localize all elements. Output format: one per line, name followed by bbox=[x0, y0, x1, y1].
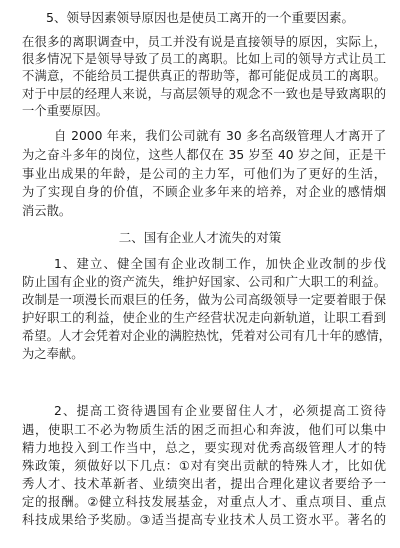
text-line: 自 2000 年来，我们公司就有 30 多名高级管理人才离开了 bbox=[54, 129, 386, 143]
text-line: 秀人才、技术革新者、业绩突出者，提出合理化建议者要给予一 bbox=[22, 477, 386, 491]
text-line: 1、建立、健全国有企业改制工作，加快企业改制的步伐 bbox=[54, 257, 386, 271]
text-line: 遇，使职工不必为物质生活的困乏而担心和奔波，他们可以集中 bbox=[22, 423, 386, 437]
text-line: 精力地投入到工作当中，总之，要实现对优秀高级管理人才的特 bbox=[22, 441, 386, 455]
text-line: 对于中层的经理人来说，与高层领导的观念不一致也是导致离职的 bbox=[22, 87, 386, 101]
text-line: 护好职工的利益，使企业的生产经营状况走向新轨道，让职工看到 bbox=[22, 311, 386, 325]
text-line: 改制是一项漫长而艰巨的任务，做为公司高级领导一定要着眼于保 bbox=[22, 293, 386, 307]
section-heading-countermeasures: 二、国有企业人才流失的对策 bbox=[118, 230, 282, 245]
text-line: 希望。人才会凭着对企业的满腔热忱，凭着对公司有几十年的感情， bbox=[22, 329, 391, 343]
text-line: 一个重要原因。 bbox=[22, 104, 109, 118]
text-line: 为之奉献。 bbox=[22, 347, 84, 361]
text-line: 2、提高工资待遇国有企业要留住人才，必须提高工资待 bbox=[54, 404, 386, 418]
text-line: 为了实现自身的价值，不顾企业多年来的培养，对企业的感情烟 bbox=[22, 185, 386, 199]
text-line: 不满意，不能给员工提供真正的帮助等，都可能促成员工的离职。 bbox=[22, 69, 386, 83]
section-heading-leadership: 5、领导因素领导原因也是使员工离开的一个重要因素。 bbox=[46, 10, 354, 25]
text-line: 定的报酬。②健立科技发展基金，对重点人才、重点项目、重点 bbox=[22, 495, 386, 509]
text-line: 消云散。 bbox=[22, 204, 72, 218]
text-line: 很多情况下是领导导致了员工的离职。比如上司的领导方式让员工 bbox=[22, 52, 386, 66]
text-line: 科技成果给予奖励。③适当提高专业技术人员工资水平。著名的 bbox=[22, 513, 386, 527]
text-line: 防止国有企业的资产流失，维护好国家、公司和广大职工的利益。 bbox=[22, 275, 386, 289]
text-line: 为之奋斗多年的岗位，这些人都仅在 35 岁至 40 岁之间，正是干 bbox=[22, 148, 386, 162]
text-line: 事业出成果的年龄，是公司的主力军，可他们为了更好的生活， bbox=[22, 167, 386, 181]
text-line: 殊政策，须做好以下几点：①对有突出贡献的特殊人才，比如优 bbox=[22, 459, 386, 473]
text-line: 在很多的离职调查中，员工并没有说是直接领导的原因，实际上， bbox=[22, 35, 386, 49]
